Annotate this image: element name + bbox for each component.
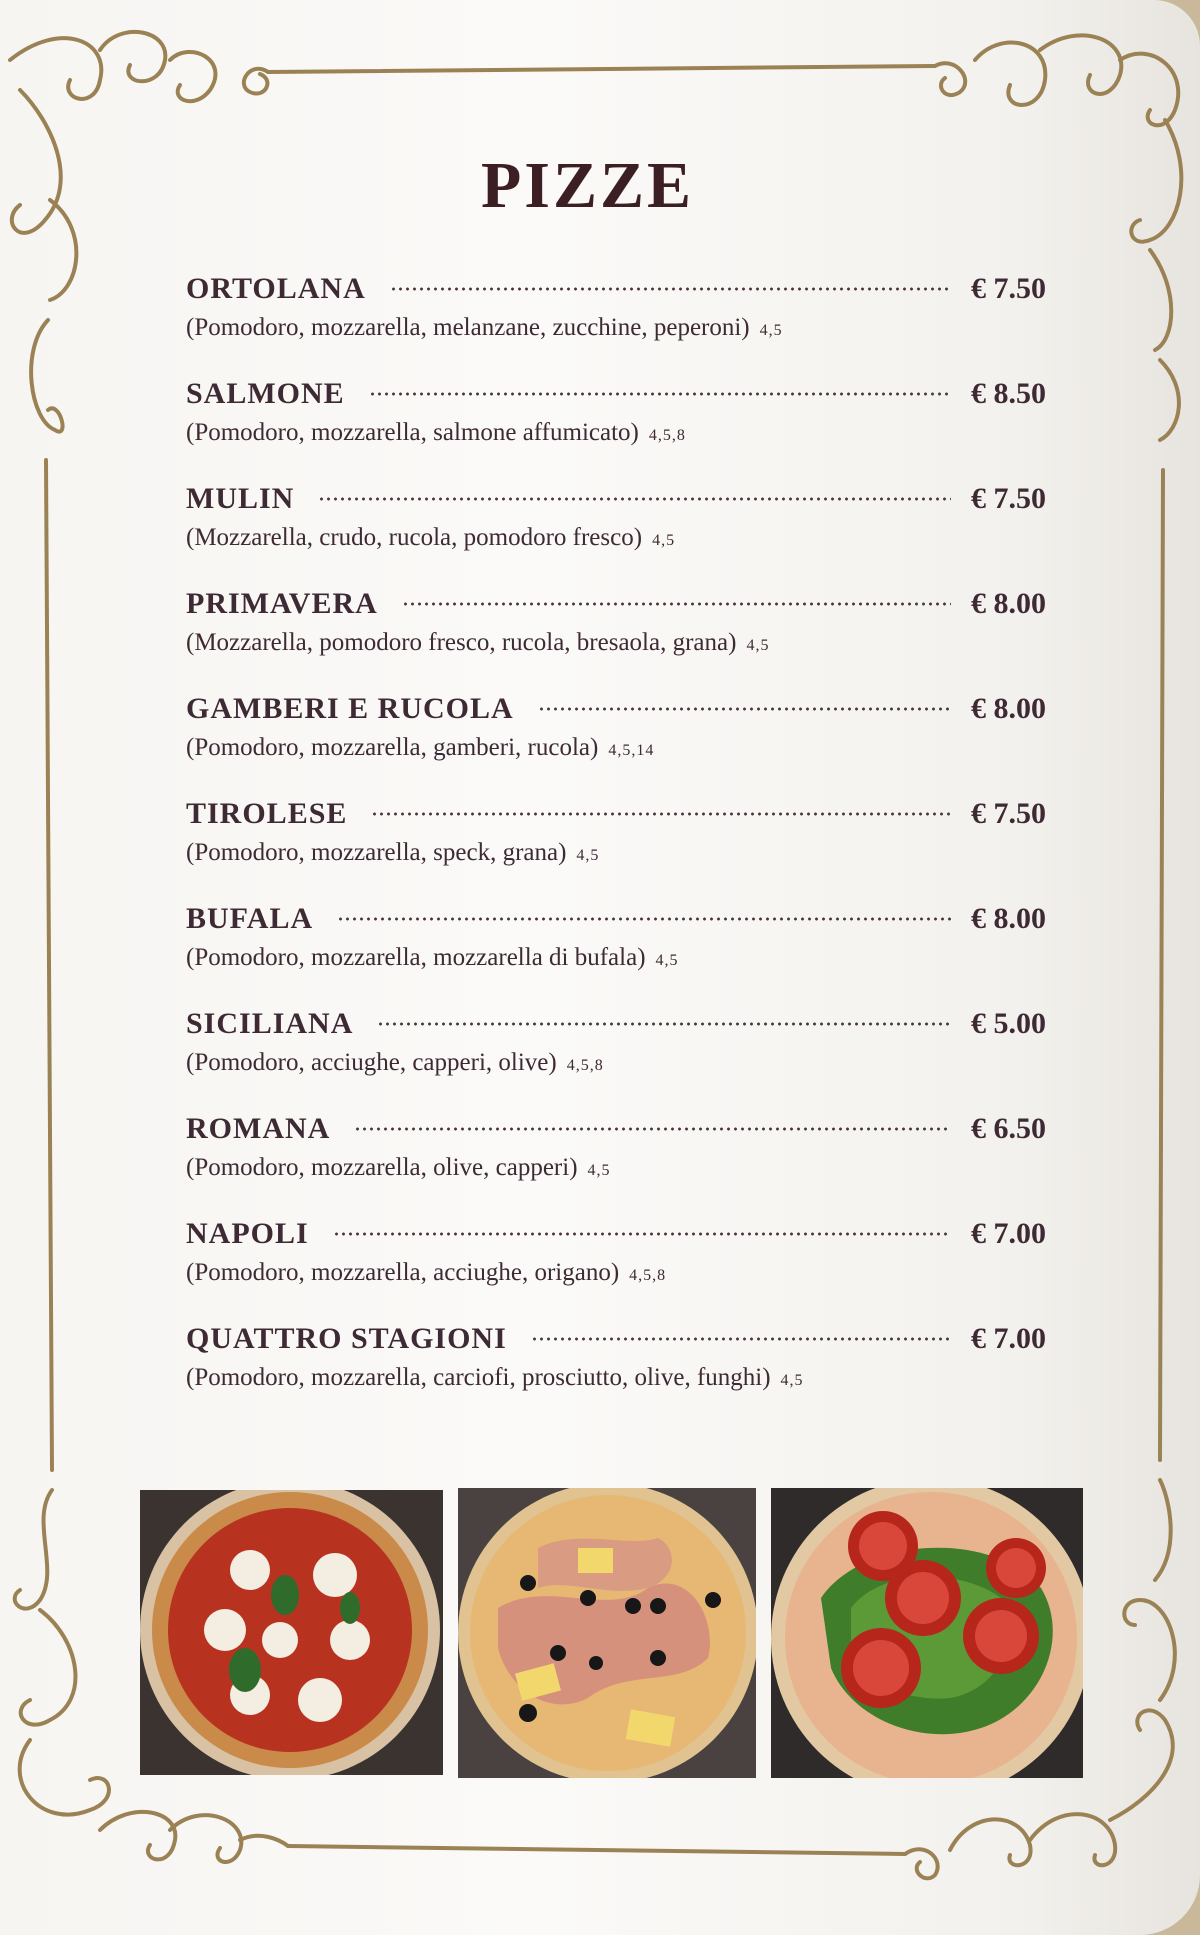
ingredients-text: (Pomodoro, mozzarella, salmone affumicato) bbox=[186, 419, 639, 446]
pizza-price: € 7.50 bbox=[971, 797, 1046, 830]
pizza-price: € 7.00 bbox=[971, 1322, 1046, 1355]
pizza-ingredients bbox=[186, 1049, 1046, 1077]
ingredients-text: (Pomodoro, mozzarella, olive, capperi) bbox=[186, 1154, 578, 1181]
dot-leader bbox=[538, 706, 951, 712]
pizza-price: € 8.00 bbox=[971, 902, 1046, 935]
menu-item bbox=[186, 482, 1046, 587]
ingredients-text: (Pomodoro, mozzarella, acciughe, origano) bbox=[186, 1259, 620, 1286]
dot-leader bbox=[377, 1021, 951, 1027]
menu-item bbox=[186, 272, 1046, 377]
pizza-ingredients bbox=[186, 1259, 1046, 1287]
pizza-price: € 8.50 bbox=[971, 377, 1046, 410]
allergen-codes: 4,5 bbox=[652, 532, 676, 549]
dot-leader bbox=[369, 391, 951, 397]
pizza-name: PRIMAVERA bbox=[186, 587, 378, 620]
ingredients-text: (Pomodoro, mozzarella, gamberi, rucola) bbox=[186, 734, 599, 761]
pizza-name: ORTOLANA bbox=[186, 272, 366, 305]
menu-title: PIZZE bbox=[480, 149, 695, 222]
pizza-price: € 8.00 bbox=[971, 692, 1046, 725]
prosciutto-olive-pizza-photo bbox=[458, 1488, 756, 1778]
rucola-tomato-pizza-photo bbox=[771, 1488, 1083, 1778]
pizza-ingredients bbox=[186, 419, 1046, 447]
pizza-price: € 5.00 bbox=[971, 1007, 1046, 1040]
dot-leader bbox=[354, 1126, 951, 1132]
menu-item bbox=[186, 797, 1046, 902]
menu-item bbox=[186, 377, 1046, 482]
pizza-price: € 7.50 bbox=[971, 272, 1046, 305]
pizza-name: SICILIANA bbox=[186, 1007, 354, 1040]
dot-leader bbox=[318, 496, 951, 502]
pizza-ingredients bbox=[186, 524, 1046, 552]
pizza-name: ROMANA bbox=[186, 1112, 331, 1145]
dot-leader bbox=[402, 601, 951, 607]
allergen-codes: 4,5,14 bbox=[608, 742, 655, 759]
menu-item bbox=[186, 1112, 1046, 1217]
ingredients-text: (Mozzarella, crudo, rucola, pomodoro fresco) bbox=[186, 524, 643, 551]
pizza-name: NAPOLI bbox=[186, 1217, 309, 1250]
pizza-price: € 6.50 bbox=[971, 1112, 1046, 1145]
allergen-codes: 4,5 bbox=[759, 322, 783, 339]
menu-item bbox=[186, 692, 1046, 797]
pizza-name: TIROLESE bbox=[186, 797, 348, 830]
margherita-pizza-photo bbox=[140, 1490, 443, 1775]
pizza-price: € 8.00 bbox=[971, 587, 1046, 620]
ingredients-text: (Pomodoro, mozzarella, melanzane, zucchine, peperoni) bbox=[186, 314, 750, 341]
dot-leader bbox=[390, 286, 951, 292]
dot-leader bbox=[337, 916, 951, 922]
dot-leader bbox=[531, 1336, 951, 1342]
allergen-codes: 4,5 bbox=[655, 952, 679, 969]
allergen-codes: 4,5 bbox=[587, 1162, 611, 1179]
pizza-ingredients bbox=[186, 314, 1046, 342]
pizza-ingredients bbox=[186, 1364, 1046, 1392]
pizza-list bbox=[186, 272, 1046, 1427]
dot-leader bbox=[371, 811, 951, 817]
menu-item bbox=[186, 587, 1046, 692]
pizza-name: GAMBERI E RUCOLA bbox=[186, 692, 514, 725]
pizza-price: € 7.00 bbox=[971, 1217, 1046, 1250]
pizza-name: QUATTRO STAGIONI bbox=[186, 1322, 507, 1355]
menu-item bbox=[186, 1217, 1046, 1322]
allergen-codes: 4,5 bbox=[780, 1372, 804, 1389]
menu-item bbox=[186, 1007, 1046, 1112]
allergen-codes: 4,5,8 bbox=[648, 427, 686, 444]
pizza-name: MULIN bbox=[186, 482, 295, 515]
pizza-name: BUFALA bbox=[186, 902, 314, 935]
allergen-codes: 4,5,8 bbox=[629, 1267, 667, 1284]
ingredients-text: (Mozzarella, pomodoro fresco, rucola, bresaola, grana) bbox=[186, 629, 737, 656]
pizza-ingredients bbox=[186, 734, 1046, 762]
ingredients-text: (Pomodoro, mozzarella, speck, grana) bbox=[186, 839, 567, 866]
pizza-ingredients bbox=[186, 944, 1046, 972]
ingredients-text: (Pomodoro, mozzarella, carciofi, prosciutto, olive, funghi) bbox=[186, 1364, 771, 1391]
pizza-name: SALMONE bbox=[186, 377, 345, 410]
allergen-codes: 4,5,8 bbox=[566, 1057, 604, 1074]
ingredients-text: (Pomodoro, acciughe, capperi, olive) bbox=[186, 1049, 557, 1076]
pizza-ingredients bbox=[186, 1154, 1046, 1182]
pizza-photos bbox=[0, 1488, 1200, 1788]
pizza-ingredients bbox=[186, 839, 1046, 867]
menu-item bbox=[186, 902, 1046, 1007]
pizza-ingredients bbox=[186, 629, 1046, 657]
ingredients-text: (Pomodoro, mozzarella, mozzarella di bufala) bbox=[186, 944, 646, 971]
dot-leader bbox=[333, 1231, 951, 1237]
allergen-codes: 4,5 bbox=[746, 637, 770, 654]
menu-item bbox=[186, 1322, 1046, 1427]
pizza-price: € 7.50 bbox=[971, 482, 1046, 515]
allergen-codes: 4,5 bbox=[576, 847, 600, 864]
